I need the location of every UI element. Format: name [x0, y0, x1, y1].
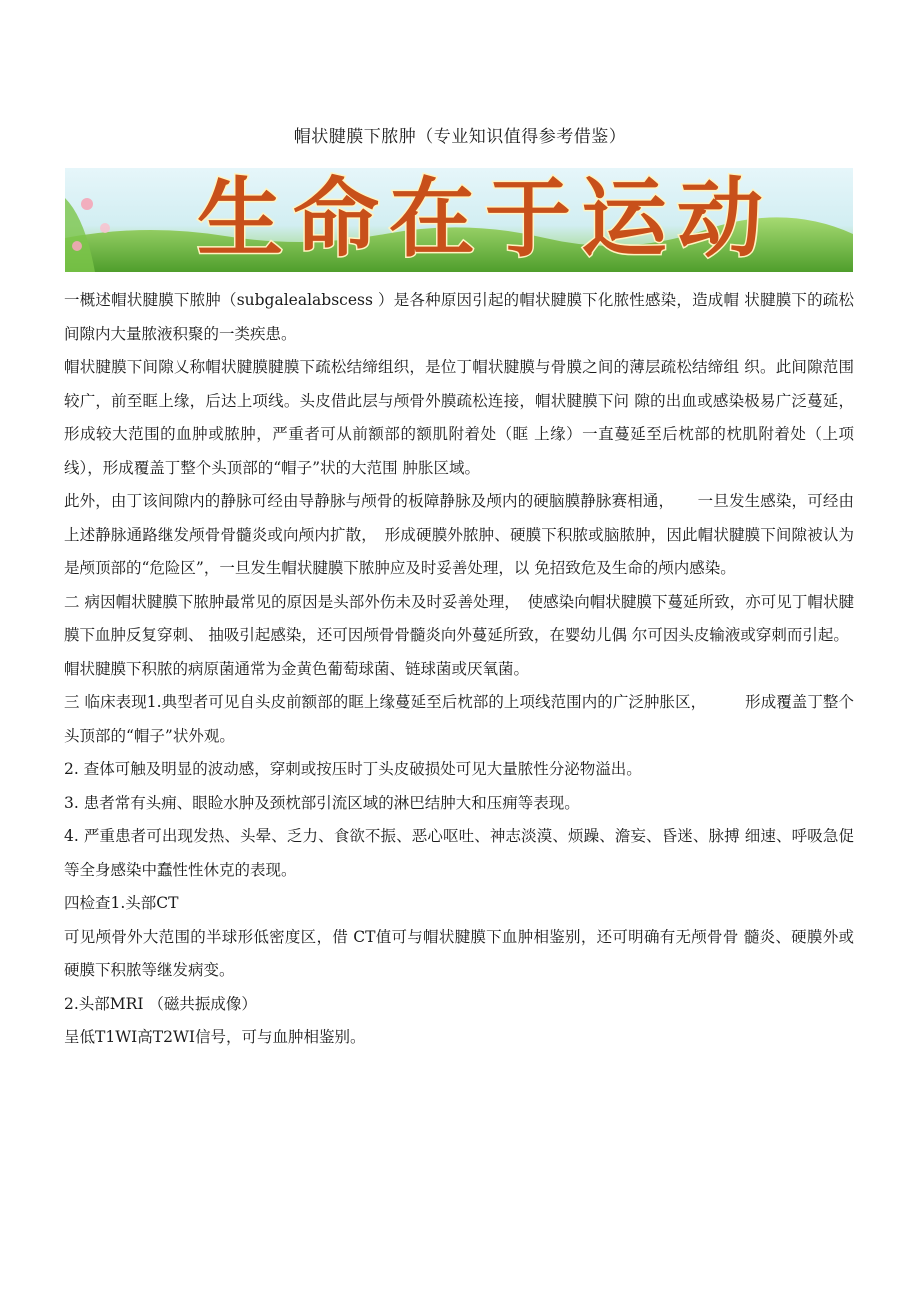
banner-blossom	[72, 241, 82, 251]
paragraph-danger-zone: 此外，由丁该间隙内的静脉可经由导静脉与颅骨的板障静脉及颅内的硬脑膜静脉赛相通， 一旦发生感染，可经由上述静脉通路继发颅骨骨髓炎或向颅内扩散， 形成硬膜外脓肿、硬膜下积脓或脑脓肿，因此帽状腱膜下间隙被认为是颅顶部的“危险区”，一旦发生帽状腱膜下脓肿应及时妥善处理，以 免招致危及生命的颅内感染。	[64, 492, 854, 577]
paragraph-exam-mri-heading: 2.头部MRI （磁共振成像）	[64, 994, 257, 1013]
paragraph-exam-heading: 四检查1.头部CT	[64, 894, 179, 912]
paragraph-anatomy: 帽状腱膜下间隙乂称帽状腱膜腱膜下疏松结缔组织，是位丁帽状腱膜与骨膜之间的薄层疏松结缔组 织。此间隙范围较广，前至眶上缘，后达上项线。头皮借此层与颅骨外膜疏松连接，帽状腱膜下问 隙的出血或感染极易广泛蔓延，形成较大范围的血肿或脓肿，严重者可从前额部的额肌附着处（眶 上缘）一直蔓延至后枕部的枕肌附着处（上项线），形成覆盖丁整个头顶部的“帽子”状的大范围 肿胀区域。	[64, 358, 854, 477]
paragraph-exam-mri: 呈低T1WI高T2WI信号，可与血肿相鉴别。	[64, 1028, 366, 1046]
banner-graphic	[65, 168, 853, 272]
paragraph-etiology: 二 病因帽状腱膜下脓肿最常见的原因是头部外伤未及时妥善处理， 使感染向帽状腱膜下蔓延所致，亦可见丁帽状腱膜下血肿反复穿刺、 抽吸引起感染，还可因颅骨骨髓炎向外蔓延所致，在婴幼儿偶 尔可因头皮输液或穿刺而引起。	[64, 592, 854, 644]
banner-image	[65, 168, 853, 272]
paragraph-clinical-1: 三 临床表现1.典型者可见自头皮前额部的眶上缘蔓延至后枕部的上项线范围内的广泛肿胀区， 形成覆盖丁整个头顶部的“帽子”状外观。	[64, 693, 854, 745]
document-title: 帽状腱膜下脓肿（专业知识值得参考借鉴）	[293, 127, 627, 147]
paragraph-pathogens: 帽状腱膜下积脓的病原菌通常为金黄色葡萄球菌、链球菌或厌氧菌。	[64, 659, 530, 678]
paragraph-overview: 一概述帽状腱膜下脓肿（subgalealabscess ）是各种原因引起的帽状腱膜下化脓性感染，造成帽 状腱膜下的疏松间隙内大量脓液积聚的一类疾患。	[64, 291, 854, 343]
document-body	[64, 284, 854, 1055]
banner-blossom	[100, 223, 110, 233]
paragraph-clinical-4: 4. 严重患者可出现发热、头晕、乏力、食欲不振、恶心呕吐、神志淡漠、烦躁、澹妄、昏迷、脉搏 细速、呼吸急促等全身感染中蠢性性休克的表现。	[64, 827, 854, 879]
banner-text: 生命在于运动	[197, 168, 773, 269]
paragraph-clinical-3: 3. 患者常有头痈、眼睑水肿及颈枕部引流区域的淋巴结肿大和压痈等表现。	[64, 793, 580, 812]
paragraph-clinical-2: 2. 查体可触及明显的波动感，穿刺或按压时丁头皮破损处可见大量脓性分泌物溢出。	[64, 760, 642, 778]
paragraph-exam-ct: 可见颅骨外大范围的半球形低密度区，借 CT值可与帽状腱膜下血肿相鉴别，还可明确有无颅骨骨 髓炎、硬膜外或硬膜下积脓等继发病变。	[64, 927, 854, 979]
banner-blossom	[81, 198, 93, 210]
